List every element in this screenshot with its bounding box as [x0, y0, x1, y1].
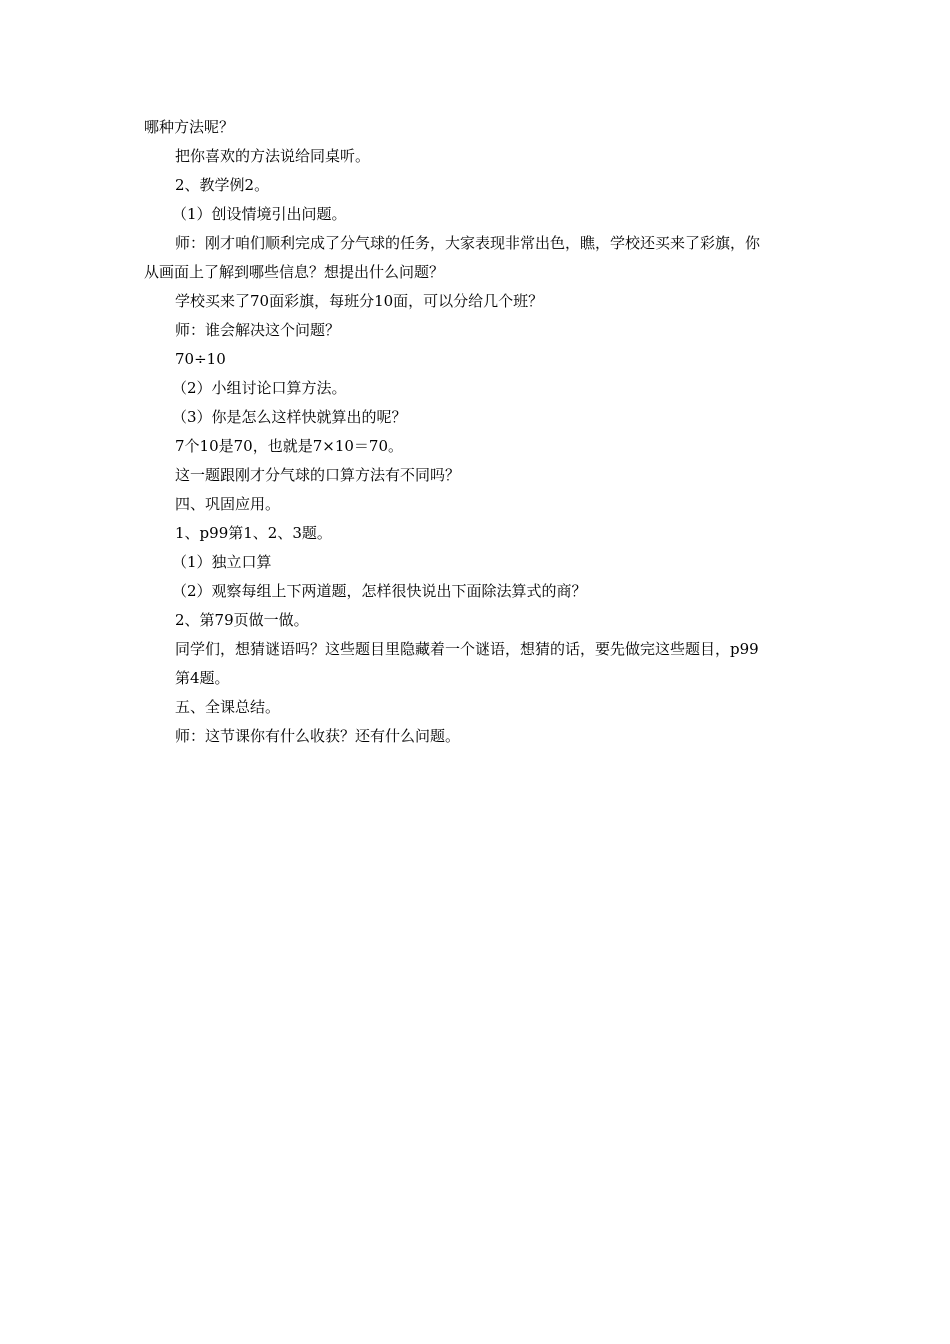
- paragraph-line: 师：刚才咱们顺利完成了分气球的任务，大家表现非常出色，瞧，学校还买来了彩旗，你: [175, 234, 761, 252]
- paragraph-line: 从画面上了解到哪些信息？想提出什么问题？: [144, 263, 445, 281]
- subsection-heading: （1）独立口算: [172, 553, 272, 571]
- section-heading: 2、第79页做一做。: [175, 611, 309, 629]
- paragraph-line: 师：谁会解决这个问题？: [175, 321, 341, 339]
- paragraph-line: 学校买来了70面彩旗，每班分10面，可以分给几个班？: [175, 292, 544, 310]
- document-body: [144, 113, 812, 751]
- paragraph-line: 第4题。: [175, 669, 230, 687]
- subsection-heading: （2）观察每组上下两道题，怎样很快说出下面除法算式的商？: [172, 582, 587, 600]
- subsection-heading: （3）你是怎么这样快就算出的呢？: [172, 408, 407, 426]
- paragraph-line: 同学们，想猜谜语吗？这些题目里隐藏着一个谜语，想猜的话，要先做完这些题目，p99: [175, 640, 759, 658]
- subsection-heading: （2）小组讨论口算方法。: [172, 379, 347, 397]
- paragraph-line: 哪种方法呢？: [144, 118, 235, 136]
- section-heading: 四、巩固应用。: [175, 495, 281, 513]
- paragraph-line: 师：这节课你有什么收获？还有什么问题。: [175, 727, 461, 745]
- paragraph-line: 这一题跟刚才分气球的口算方法有不同吗？: [175, 466, 461, 484]
- paragraph-line: 把你喜欢的方法说给同桌听。: [175, 147, 371, 165]
- section-heading: 2、教学例2。: [175, 176, 270, 194]
- math-expression: 70÷10: [175, 350, 226, 368]
- section-heading: 1、p99第1、2、3题。: [175, 524, 332, 542]
- section-heading: 五、全课总结。: [175, 698, 281, 716]
- subsection-heading: （1）创设情境引出问题。: [172, 205, 347, 223]
- paragraph-line: 7个10是70，也就是7×10＝70。: [175, 437, 404, 455]
